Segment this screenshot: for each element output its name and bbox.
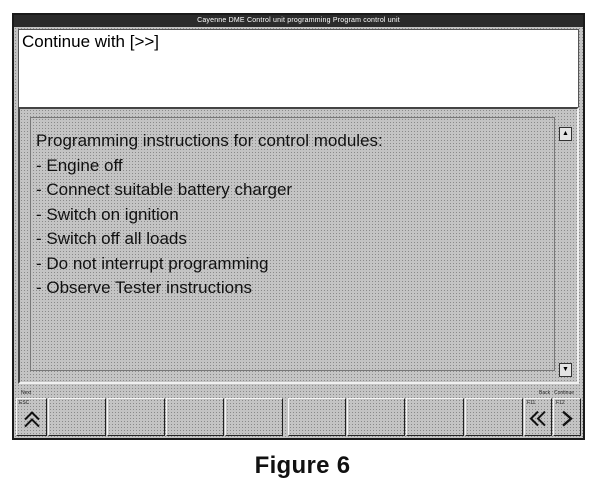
f4-key-button[interactable] bbox=[166, 398, 224, 436]
right-chevron-icon bbox=[559, 409, 575, 429]
instruction-item: - Engine off bbox=[36, 155, 123, 175]
function-key-bar bbox=[14, 389, 583, 438]
scroll-up-icon: ▲ bbox=[562, 130, 569, 137]
f9-key-button[interactable] bbox=[465, 398, 523, 436]
f3-key-button[interactable] bbox=[107, 398, 165, 436]
instructions-heading: Programming instructions for control modules: bbox=[36, 131, 383, 150]
f12-key-number: F12 bbox=[556, 400, 565, 406]
instructions-panel bbox=[18, 107, 579, 384]
function-key-label-row bbox=[14, 389, 583, 398]
scroll-down-button[interactable] bbox=[559, 363, 572, 377]
window-title-bar bbox=[14, 15, 583, 27]
f6-key-button[interactable] bbox=[288, 398, 346, 436]
f8-key-button[interactable] bbox=[406, 398, 464, 436]
instructions-list bbox=[36, 129, 383, 301]
instruction-item: - Connect suitable battery charger bbox=[36, 180, 293, 199]
instructions-text-area bbox=[30, 117, 555, 371]
status-message: Continue with [>>] bbox=[22, 32, 160, 51]
f12-continue-button[interactable] bbox=[553, 398, 581, 436]
figure-caption: Figure 6 bbox=[254, 452, 351, 479]
scroll-down-icon: ▼ bbox=[562, 366, 569, 373]
f11-key-caption: Back bbox=[539, 390, 551, 396]
tester-window bbox=[12, 13, 585, 440]
f7-key-button[interactable] bbox=[347, 398, 405, 436]
double-left-chevron-icon bbox=[528, 409, 548, 429]
instructions-scrollbar[interactable] bbox=[559, 123, 572, 377]
instruction-item: - Switch on ignition bbox=[36, 204, 179, 224]
up-chevron-icon bbox=[23, 409, 41, 429]
f11-key-number: F11 bbox=[527, 400, 536, 406]
f2-key-button[interactable] bbox=[48, 398, 106, 436]
esc-key-button[interactable] bbox=[16, 398, 47, 436]
esc-key-caption: Next bbox=[21, 390, 32, 396]
f12-key-caption: Continue bbox=[554, 390, 575, 396]
instruction-item: - Observe Tester instructions bbox=[36, 278, 253, 297]
instruction-item: - Switch off all loads bbox=[36, 229, 187, 248]
instruction-item: - Do not interrupt programming bbox=[36, 253, 269, 273]
esc-key-number: ESC bbox=[19, 400, 30, 406]
f5-key-button[interactable] bbox=[225, 398, 283, 436]
window-title: Cayenne DME Control unit programming Program control unit bbox=[197, 17, 400, 24]
status-panel bbox=[18, 29, 579, 109]
scroll-up-button[interactable] bbox=[559, 127, 572, 141]
f11-back-button[interactable] bbox=[524, 398, 552, 436]
